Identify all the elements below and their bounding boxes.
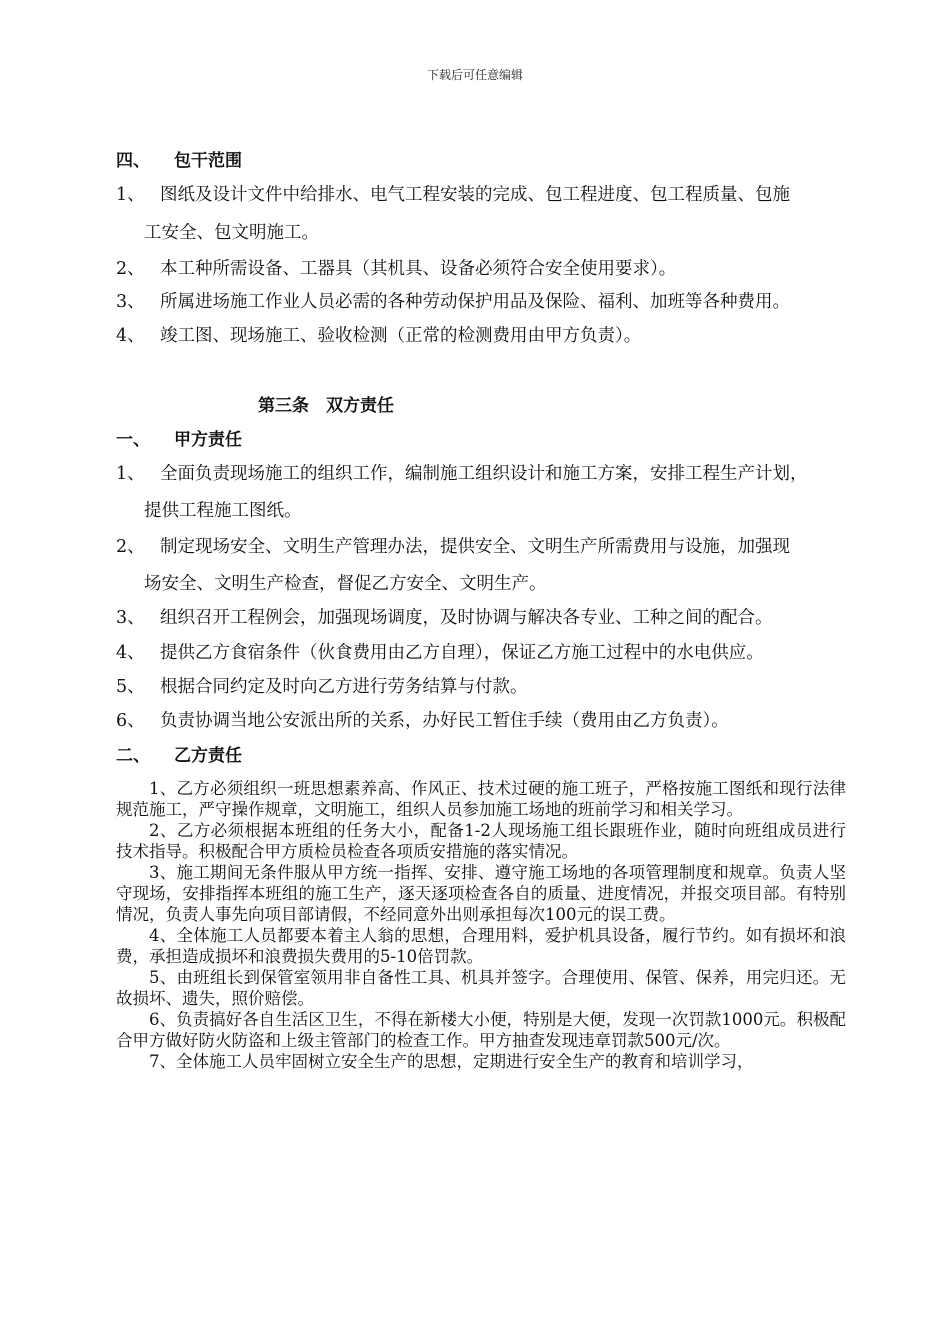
- item-text: 负责协调当地公安派出所的关系，办好民工暂住手续（费用由乙方负责）。: [160, 711, 729, 731]
- item-num: 5、: [116, 677, 145, 697]
- partyB-num: 二、: [116, 746, 150, 766]
- section4-item-4: [116, 325, 641, 347]
- item-text: 本工种所需设备、工器具（其机具、设备必须符合安全使用要求）。: [160, 259, 677, 279]
- item-text: 组织召开工程例会，加强现场调度，及时协调与解决各专业、工种之间的配合。: [160, 608, 773, 628]
- item-num: 1、: [116, 464, 145, 484]
- partyA-item-2: [116, 536, 790, 558]
- item-text: 全面负责现场施工的组织工作，编制施工组织设计和施工方案，安排工程生产计划，: [160, 464, 808, 484]
- partyA-item-3: [116, 607, 773, 629]
- partyB-paragraph-2: 2、乙方必须根据本班组的任务大小，配备1-2人现场施工组长跟班作业，随时向班组成员进行技术指导。积极配合甲方质检员检查各项质安措施的落实情况。: [116, 821, 846, 861]
- section4-heading: [116, 150, 242, 172]
- partyA-item-5: [116, 676, 528, 698]
- partyB-paragraph-4: 4、全体施工人员都要本着主人翁的思想，合理用料，爱护机具设备，履行节约。如有损坏和浪费，承担造成损坏和浪费损失费用的5-10倍罚款。: [116, 926, 846, 966]
- partyA-item-1-cont: 提供工程施工图纸。: [144, 501, 302, 521]
- partyB-paragraph-7: 7、全体施工人员牢固树立安全生产的思想，定期进行安全生产的教育和培训学习，: [149, 1052, 754, 1071]
- item-text: 所属进场施工作业人员必需的各种劳动保护用品及保险、福利、加班等各种费用。: [160, 292, 790, 312]
- partyB-body: [116, 778, 846, 1072]
- item-num: 6、: [116, 711, 145, 731]
- item-text: 制定现场安全、文明生产管理办法，提供安全、文明生产所需费用与设施，加强现: [160, 537, 790, 557]
- section4-item-1: [116, 184, 790, 206]
- item-num: 3、: [116, 292, 145, 312]
- item-text: 提供乙方食宿条件（伙食费用由乙方自理），保证乙方施工过程中的水电供应。: [160, 643, 764, 663]
- item-text: 根据合同约定及时向乙方进行劳务结算与付款。: [160, 677, 528, 697]
- item-num: 4、: [116, 643, 145, 663]
- item-num: 3、: [116, 608, 145, 628]
- partyA-item-6: [116, 710, 729, 732]
- partyA-item-1: [116, 463, 808, 485]
- item-num: 2、: [116, 259, 145, 279]
- article3-title: 第三条 双方责任: [258, 396, 394, 416]
- item-text: 竣工图、现场施工、验收检测（正常的检测费用由甲方负责）。: [160, 326, 642, 346]
- header-note: 下载后可任意编辑: [426, 68, 523, 82]
- partyB-paragraph-5: 5、由班组长到保管室领用非自备性工具、机具并签字。合理使用、保管、保养，用完归还。无故损坏、遗失，照价赔偿。: [116, 968, 846, 1008]
- item-num: 2、: [116, 537, 145, 557]
- partyA-item-4: [116, 642, 764, 664]
- item-text: 图纸及设计文件中给排水、电气工程安装的完成、包工程进度、包工程质量、包施: [160, 185, 790, 205]
- partyA-num: 一、: [116, 430, 150, 450]
- section4-title: 包干范围: [174, 151, 242, 171]
- partyA-title: 甲方责任: [174, 430, 242, 450]
- item-num: 1、: [116, 185, 145, 205]
- partyA-item-2-cont: 场安全、文明生产检查，督促乙方安全、文明生产。: [144, 574, 547, 594]
- section4-item-3: [116, 291, 790, 313]
- partyB-heading: [116, 745, 242, 767]
- item-num: 4、: [116, 326, 145, 346]
- partyB-paragraph-6: 6、负责搞好各自生活区卫生，不得在新楼大小便，特别是大便，发现一次罚款1000元。积极配合甲方做好防火防盗和上级主管部门的检查工作。甲方抽查发现违章罚款500元/次。: [116, 1010, 846, 1050]
- partyB-paragraph-3: 3、施工期间无条件服从甲方统一指挥、安排、遵守施工场地的各项管理制度和规章。负责人坚守现场，安排指挥本班组的施工生产，逐天逐项检查各自的质量、进度情况，并报交项目部。有特别情况，负责人事先向项目部请假，不经同意外出则承担每次100元的误工费。: [116, 863, 846, 924]
- section4-item-2: [116, 258, 676, 280]
- partyB-paragraph-1: 1、乙方必须组织一班思想素养高、作风正、技术过硬的施工班子，严格按施工图纸和现行法律规范施工，严守操作规章，文明施工，组织人员参加施工场地的班前学习和相关学习。: [116, 779, 846, 819]
- section4-num: 四、: [116, 151, 150, 171]
- section4-item-1-cont: 工安全、包文明施工。: [144, 223, 319, 243]
- partyB-title: 乙方责任: [174, 746, 242, 766]
- partyA-heading: [116, 429, 242, 451]
